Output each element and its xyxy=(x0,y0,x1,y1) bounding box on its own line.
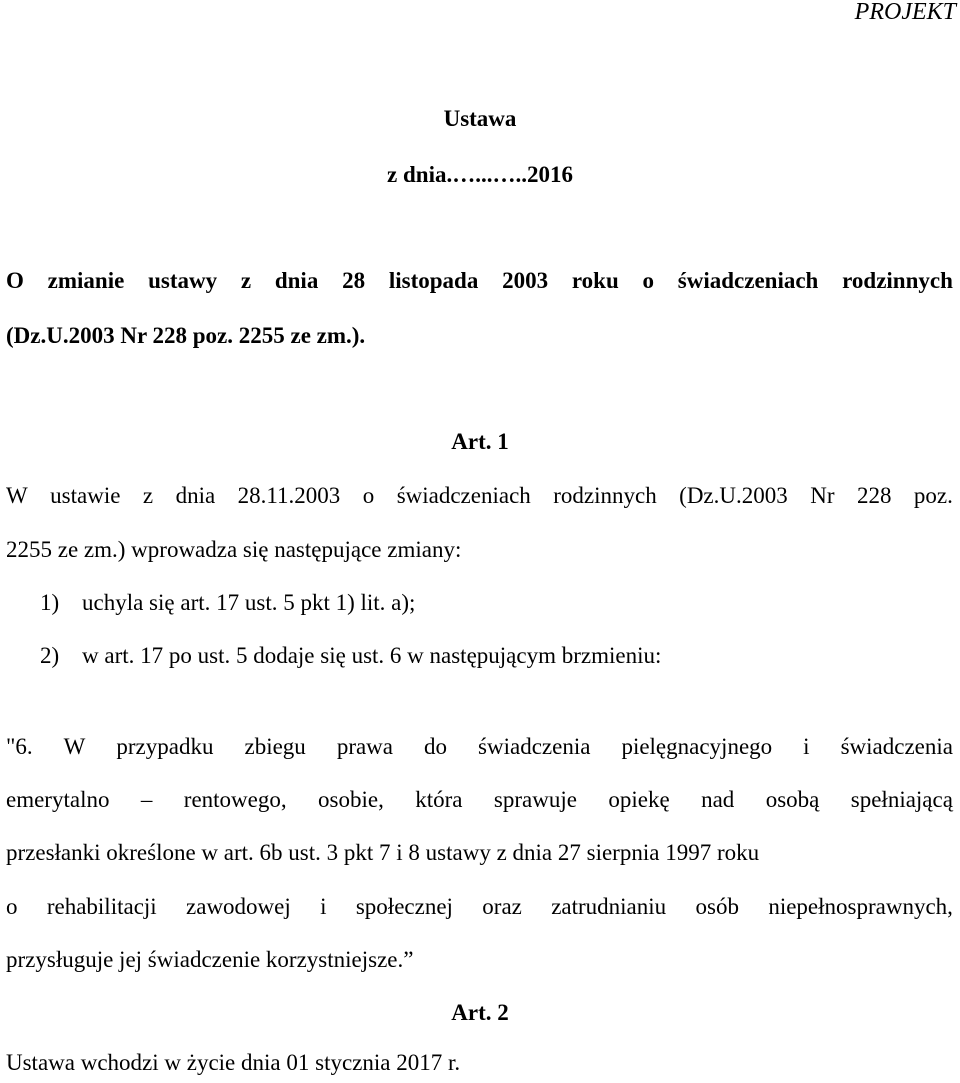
word: 28.11.2003 xyxy=(237,483,341,508)
word: prawa xyxy=(336,734,393,759)
word: rehabilitacji xyxy=(46,894,157,919)
art2-text: Ustawa wchodzi w życie dnia 01 stycznia 2017 r. xyxy=(6,1050,461,1075)
list-item-text: w art. 17 po ust. 5 dodaje się ust. 6 w następującym brzmieniu: xyxy=(82,643,662,668)
word: nad xyxy=(701,787,735,812)
word: emerytalno xyxy=(6,787,110,812)
word: osób xyxy=(695,894,739,919)
word: i xyxy=(803,734,810,759)
word: świadczenia xyxy=(840,734,953,759)
word: ustawie xyxy=(50,483,121,508)
word: dnia xyxy=(274,268,319,293)
word: o xyxy=(6,894,18,919)
word: do xyxy=(424,734,448,759)
word: świadczenia xyxy=(478,734,591,759)
word: – xyxy=(140,787,153,812)
word: (Dz.U.2003 xyxy=(679,483,788,508)
subject-line-2: (Dz.U.2003 Nr 228 poz. 2255 ze zm.). xyxy=(6,323,366,348)
list-item-text: uchyla się art. 17 ust. 5 pkt 1) lit. a); xyxy=(82,590,416,615)
word: W xyxy=(6,483,28,508)
word: listopada xyxy=(388,268,479,293)
quote-line-3: przesłanki określone w art. 6b ust. 3 pkt 7 i 8 ustawy z dnia 27 sierpnia 1997 roku xyxy=(6,840,760,865)
word: z xyxy=(240,268,252,293)
word: poz. xyxy=(913,483,953,508)
word: 2003 xyxy=(502,268,549,293)
word: świadczeniach xyxy=(396,483,531,508)
word: osobie, xyxy=(318,787,384,812)
word: opiekę xyxy=(608,787,670,812)
word: osobą xyxy=(765,787,820,812)
word: pielęgnacyjnego xyxy=(621,734,773,759)
word: spełniającą xyxy=(850,787,953,812)
word: która xyxy=(415,787,463,812)
quote-line-1 xyxy=(6,732,953,762)
word: społecznej xyxy=(355,894,453,919)
list-item-number: 2) xyxy=(40,643,60,668)
list-item xyxy=(40,588,415,618)
word: O xyxy=(6,268,24,293)
document-title: Ustawa xyxy=(443,106,517,131)
word: roku xyxy=(571,268,619,293)
word: 28 xyxy=(342,268,366,293)
word: dnia xyxy=(175,483,216,508)
quote-line-2 xyxy=(6,785,953,815)
word: 228 xyxy=(856,483,892,508)
quote-line-5: przysługuje jej świadczenie korzystniejsze.” xyxy=(6,947,414,972)
projekt-label: PROJEKT xyxy=(854,0,956,25)
word: Nr xyxy=(810,483,835,508)
art1-intro-line-2: 2255 ze zm.) wprowadza się następujące zmiany: xyxy=(6,537,462,562)
word: zawodowej xyxy=(186,894,291,919)
word: przypadku xyxy=(116,734,214,759)
word: zmianie xyxy=(47,268,125,293)
document-date: z dnia.…...…..2016 xyxy=(387,162,573,187)
word: oraz xyxy=(482,894,522,919)
list-item-number: 1) xyxy=(40,590,60,615)
word: ustawy xyxy=(148,268,218,293)
art1-intro-line-1 xyxy=(6,481,953,511)
list-item xyxy=(40,641,661,671)
art2-heading: Art. 2 xyxy=(451,1000,509,1025)
subject-line-1 xyxy=(6,266,953,296)
word: zbiegu xyxy=(244,734,306,759)
word: zatrudnianiu xyxy=(551,894,667,919)
art1-heading: Art. 1 xyxy=(451,429,509,454)
word: o xyxy=(362,483,375,508)
word: rodzinnych xyxy=(842,268,953,293)
word: świadczeniach xyxy=(677,268,819,293)
word: rentowego, xyxy=(183,787,287,812)
word: o xyxy=(642,268,655,293)
word: rodzinnych xyxy=(553,483,657,508)
word: niepełnosprawnych, xyxy=(768,894,953,919)
quote-line-4 xyxy=(6,892,953,922)
word: sprawuje xyxy=(493,787,577,812)
word: z xyxy=(142,483,154,508)
word: W xyxy=(63,734,86,759)
word: i xyxy=(320,894,327,919)
word: "6. xyxy=(6,734,33,759)
